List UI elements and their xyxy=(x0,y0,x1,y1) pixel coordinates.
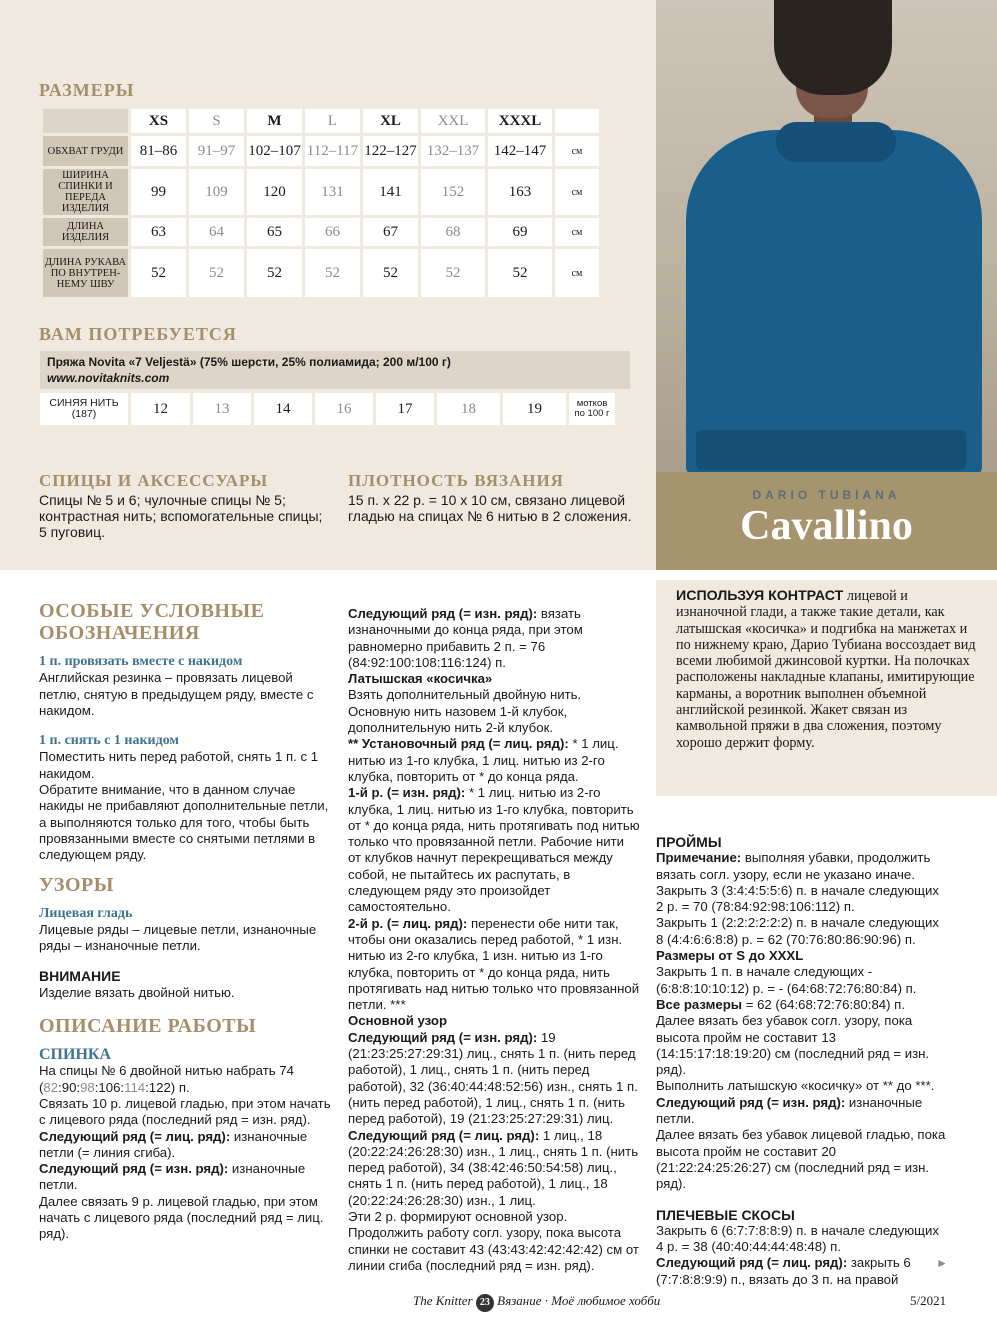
table-cell: 109 xyxy=(189,169,244,215)
row-label-bold: Следующий ряд (= изн. ряд): xyxy=(348,606,538,621)
column-3 xyxy=(656,834,946,1288)
table-cell: 52 xyxy=(189,249,244,297)
size-header: S xyxy=(189,109,244,133)
yarn-color-label: СИНЯЯ НИТЬ xyxy=(49,397,119,409)
unit-cell: см xyxy=(555,249,599,297)
paragraph: Закрыть 1 (2:2:2:2:2:2) п. в начале следующих 8 (4:4:6:6:8:8) р. = 62 (70:76:80:86:90:96) п. xyxy=(656,915,939,947)
intro-lead: ИСПОЛЬЗУЯ КОНТРАСТ xyxy=(676,588,844,604)
row-label: ОБХВАТ ГРУДИ xyxy=(43,136,128,166)
text-run: * 1 лиц. нитью из 1-го клубка, 1 лиц. нитью из 2-го клубка, повторить от * до конца ряда. xyxy=(348,736,619,784)
table-cell: 112–117 xyxy=(305,136,360,166)
work-heading: ОПИСАНИЕ РАБОТЫ xyxy=(39,1015,257,1038)
paragraph: Эти 2 р. формируют основной узор. xyxy=(348,1208,568,1224)
sizes-heading: РАЗМЕРЫ xyxy=(39,80,135,100)
row-label-bold: Все размеры xyxy=(656,996,743,1012)
row-label-bold: Примечание: xyxy=(656,850,742,866)
table-cell: 120 xyxy=(247,169,302,215)
row-label-bold: Следующий ряд (= лиц. ряд): xyxy=(39,1128,231,1144)
row-label-bold: Следующий ряд (= лиц. ряд): xyxy=(348,1127,540,1143)
continue-arrow-icon: ► xyxy=(936,1256,948,1270)
unit-cell xyxy=(569,393,615,425)
paragraph: Закрыть 6 (6:7:7:8:8:9) п. в начале следующих 4 р. = 38 (40:40:44:44:48:48) п. xyxy=(656,1222,939,1255)
magazine-tagline: Вязание · Моё любимое хобби xyxy=(497,1293,661,1308)
designer-name: DARIO TUBIANA xyxy=(752,488,901,502)
sizes-table xyxy=(40,106,602,300)
column-1 xyxy=(39,600,334,1243)
size-header: XXXL xyxy=(488,109,552,133)
needles-heading: СПИЦЫ И АКСЕССУАРЫ xyxy=(39,471,269,490)
paragraph xyxy=(348,1030,640,1128)
table-cell: 66 xyxy=(305,218,360,246)
table-cell: 52 xyxy=(363,249,418,297)
text-run: 98 xyxy=(80,1079,95,1095)
table-cell: 68 xyxy=(421,218,485,246)
text-run: вязать изнаночными до конца ряда, при этом равномерно прибавить 2 п. = 76 (84:92:100:108:116:124) п. xyxy=(348,606,583,670)
table-cell: 69 xyxy=(488,218,552,246)
paragraph: Далее вязать без убавок согл. узору, пока высота пройм не составит 13 (14:15:17:18:19:20) см (последний ряд = изн. ряд). xyxy=(656,1013,930,1078)
sweater-hem xyxy=(696,430,966,470)
table-cell: 18 xyxy=(437,393,500,425)
collar-shape xyxy=(776,122,896,162)
table-cell: 163 xyxy=(488,169,552,215)
size-header: XXL xyxy=(421,109,485,133)
text-run: 82 xyxy=(43,1079,59,1095)
size-header: XL xyxy=(363,109,418,133)
paragraph: Далее вязать без убавок лицевой гладью, пока высота пройм не составит 20 (21:22:24:25:26:27) см (последний ряд = изн. ряд). xyxy=(656,1127,946,1192)
table-cell: 52 xyxy=(247,249,302,297)
back-paragraph xyxy=(39,1161,334,1194)
table-cell: 52 xyxy=(305,249,360,297)
row-label-bold: Следующий ряд (= изн. ряд): xyxy=(656,1094,846,1110)
unit-line: по 100 г xyxy=(574,408,610,419)
term-text: Английская резинка – провязать лицевой петлю, снятую в предыдущем ряду, вместе с накидом. xyxy=(39,670,314,718)
row-label-bold: Следующий ряд (= изн. ряд): xyxy=(39,1161,229,1177)
intro-text xyxy=(676,588,976,751)
text-run: изнаночные петли. xyxy=(39,1161,306,1193)
page-footer xyxy=(0,1293,997,1313)
size-header: L xyxy=(305,109,360,133)
table-cell: 67 xyxy=(363,218,418,246)
paragraph: Взять дополнительный двойную нить. Основную нить назовем 1-й клубок, дополнительную нить 2-й клубок. xyxy=(348,687,582,736)
paragraph xyxy=(656,850,946,883)
table-cell: 12 xyxy=(131,393,190,425)
text-run: :122) п. xyxy=(145,1079,190,1095)
model-photo xyxy=(656,0,997,472)
back-heading: СПИНКА xyxy=(39,1046,112,1064)
paragraph xyxy=(656,997,946,1013)
text-run: 1 лиц., 18 (20:22:24:26:28:30) изн., 1 лиц., снять 1 п. (нить перед работой), 34 (38:42:46:50:54:58) лиц., снять 1 п. (нить перед работой), 1 лиц., 18 (20:22:24:26:28:30) изн., 1 лиц. xyxy=(348,1127,639,1208)
table-cell: 122–127 xyxy=(363,136,418,166)
back-paragraph: Далее связать 9 р. лицевой гладью, при этом начать с лицевого ряда (последний ряд = лиц. ряд). xyxy=(39,1193,324,1242)
yarn-website: www.novitaknits.com xyxy=(47,371,170,385)
size-header: XS xyxy=(131,109,186,133)
table-cell: 17 xyxy=(376,393,434,425)
text-run: выполняя убавки, продолжить вязать согл. узору, если не указано иначе. xyxy=(656,850,931,882)
magazine-name: The Knitter xyxy=(413,1293,473,1308)
yarn-color-cell xyxy=(40,393,128,425)
table-cell: 91–97 xyxy=(189,136,244,166)
sizes-corner xyxy=(43,109,128,133)
back-paragraph xyxy=(39,1129,334,1162)
issue-number: 5/2021 xyxy=(910,1293,947,1308)
row-label-bold: Следующий ряд (= изн. ряд): xyxy=(348,1029,538,1045)
size-header-blank xyxy=(555,109,599,133)
row-label-bold: 1-й р. (= изн. ряд): xyxy=(348,785,466,801)
stockinette-title: Лицевая гладь xyxy=(39,905,133,921)
table-cell: 65 xyxy=(247,218,302,246)
sweater-shape xyxy=(686,130,982,472)
unit-cell: см xyxy=(555,136,599,166)
table-cell: 64 xyxy=(189,218,244,246)
armholes-heading: ПРОЙМЫ xyxy=(656,834,722,850)
row-label-bold: Следующий ряд (= лиц. ряд): xyxy=(656,1255,848,1271)
main-pattern-heading: Основной узор xyxy=(348,1013,448,1029)
density-text: 15 п. х 22 р. = 10 х 10 см, связано лицевой гладью на спицах № 6 нитью в 2 сложения. xyxy=(348,492,632,524)
row-label: ДЛИНА ИЗДЕЛИЯ xyxy=(43,218,128,246)
needles-text: Спицы № 5 и 6; чулочные спицы № 5; контрастная нить; вспомогательные спицы; 5 пуговиц. xyxy=(39,492,323,540)
table-cell: 52 xyxy=(421,249,485,297)
density-heading: ПЛОТНОСТЬ ВЯЗАНИЯ xyxy=(348,471,564,490)
term-note: Обратите внимание, что в данном случае накиды не прибавляют дополнительные петли, а выполняются только для того, чтобы быть провязанными вместе со снятыми петлями в следующем ряду. xyxy=(39,782,329,863)
back-paragraph: Связать 10 р. лицевой гладью, при этом начать с лицевого ряда (последний ряд = изн. ряд). xyxy=(39,1095,331,1128)
hair-shape xyxy=(774,0,892,95)
text-run: :90: xyxy=(58,1079,81,1095)
intro-body: лицевой и изнаночной глади, а также такие детали, как латышская «косичка» и подгибка на манжетах и по нижнему краю, Дарио Тубиана воссоздает вид всеми любимой джинсовой куртки. На полочках расположены накладные клапаны, имитирующие карманы, а воротник выполнен объемной английской резинкой. Жакет связан из камвольной пряжи в два сложения, поэтому хорошо держит форму. xyxy=(676,588,976,751)
stockinette-text: Лицевые ряды – лицевые петли, изнаночные ряды – изнаночные петли. xyxy=(39,921,317,954)
pattern-title: Cavallino xyxy=(740,503,913,549)
table-cell: 52 xyxy=(488,249,552,297)
table-cell: 102–107 xyxy=(247,136,302,166)
text-run: изнаночные петли (= линия сгиба). xyxy=(39,1128,308,1160)
text-run: :106: xyxy=(94,1079,125,1095)
yarn-color-code: (187) xyxy=(71,408,97,420)
yarn-table xyxy=(37,390,618,428)
table-cell: 141 xyxy=(363,169,418,215)
table-cell: 142–147 xyxy=(488,136,552,166)
paragraph xyxy=(348,606,640,671)
column-2 xyxy=(348,606,640,1274)
page-number: 23 xyxy=(476,1294,494,1312)
row-label-bold: ** Установочный ряд (= лиц. ряд): xyxy=(348,736,569,752)
paragraph xyxy=(348,916,640,1014)
paragraph xyxy=(348,1128,640,1209)
term-text: Поместить нить перед работой, снять 1 п. с 1 накидом. xyxy=(39,749,319,781)
table-cell: 81–86 xyxy=(131,136,186,166)
back-paragraph xyxy=(39,1063,334,1096)
paragraph: Выполнить латышскую «косичку» от ** до ***. xyxy=(656,1078,935,1094)
patterns-heading: УЗОРЫ xyxy=(39,873,114,896)
text-run: перенести обе нити так, чтобы они оказались перед работой, * 1 изн. нитью из 2-го клубка, 1 изн. нитью из 1-го клубка, повторить от * до конца ряда, нить протягивать над нитью только что провязанной петли. *** xyxy=(348,915,640,1013)
table-cell: 52 xyxy=(131,249,186,297)
table-cell: 14 xyxy=(254,393,312,425)
table-cell: 152 xyxy=(421,169,485,215)
latvian-heading: Латышская «косичка» xyxy=(348,671,493,687)
unit-cell: см xyxy=(555,169,599,215)
paragraph: Закрыть 3 (3:4:4:5:5:6) п. в начале следующих 2 р. = 70 (78:84:92:98:106:112) п. xyxy=(656,882,939,915)
attention-heading: ВНИМАНИЕ xyxy=(39,968,121,985)
paragraph: Закрыть 1 п. в начале следующих - (6:8:8:10:10:12) р. = - (64:68:72:76:80:84) п. xyxy=(656,964,917,996)
paragraph xyxy=(348,736,640,785)
table-cell: 131 xyxy=(305,169,360,215)
term-title: 1 п. снять с 1 накидом xyxy=(39,733,179,749)
table-cell: 99 xyxy=(131,169,186,215)
text-run: закрыть 6 (7:7:8:8:9:9) п., вязать до 3 п. на правой xyxy=(656,1255,911,1287)
unit-line: мотков xyxy=(576,398,608,409)
paragraph: Продолжить работу согл. узору, пока высота спинки не составит 43 (43:43:42:42:42:42) см от линии сгиба (последний ряд = изн. ряд). xyxy=(348,1225,639,1273)
text-run: На спицы № 6 двойной нитью набрать 74 ( xyxy=(39,1063,294,1095)
term-title: 1 п. провязать вместе с накидом xyxy=(39,654,243,669)
text-run: = 62 (64:68:72:76:80:84) п. xyxy=(742,996,905,1012)
sizes-subheading: Размеры от S до XXXL xyxy=(656,948,804,964)
row-label: ШИРИНА СПИНКИ И ПЕРЕДА ИЗДЕЛИЯ xyxy=(43,169,128,215)
special-heading: ОСОБЫЕ УСЛОВНЫЕ ОБОЗНАЧЕНИЯ xyxy=(39,600,265,644)
text-run: * 1 лиц. нитью из 2-го клубка, 1 лиц. нитью из 1-го клубка, повторить от * до конца ряда, нить протягивать под нитью только что провязанной петли. Рабочие нити от клубков начнут перекрещиваться между собой, не пытайтесь их распутать, в следующем ряду это произойдет самостоятельно. xyxy=(348,785,640,915)
unit-cell: см xyxy=(555,218,599,246)
attention-text: Изделие вязать двойной нитью. xyxy=(39,984,235,1000)
shoulders-heading: ПЛЕЧЕВЫЕ СКОСЫ xyxy=(656,1206,795,1223)
table-cell: 16 xyxy=(315,393,373,425)
paragraph xyxy=(656,1095,946,1128)
size-header: M xyxy=(247,109,302,133)
materials-heading: ВАМ ПОТРЕБУЕТСЯ xyxy=(39,324,237,344)
paragraph xyxy=(656,1255,946,1288)
text-run: 19 (21:23:25:27:29:31) лиц., снять 1 п. (нить перед работой), 1 лиц., снять 1 п. (нить перед работой), 32 (36:40:44:48:52:56) изн., снять 1 п. (нить перед работой), 1 лиц., снять 1 п. (нить перед работой), 19 (21:23:25:27:29:31) лиц. xyxy=(348,1029,638,1127)
text-run: 114 xyxy=(124,1079,146,1095)
table-cell: 132–137 xyxy=(421,136,485,166)
yarn-description: Пряжа Novita «7 Veljestä» (75% шерсти, 25% полиамида; 200 м/100 г) xyxy=(47,355,451,369)
table-cell: 13 xyxy=(193,393,251,425)
row-label-bold: 2-й р. (= лиц. ряд): xyxy=(348,915,468,931)
paragraph xyxy=(348,785,640,915)
table-cell: 63 xyxy=(131,218,186,246)
footer-brand xyxy=(413,1293,660,1312)
table-cell: 19 xyxy=(503,393,566,425)
text-run: изнаночные петли. xyxy=(656,1094,923,1127)
row-label: ДЛИНА РУКАВА ПО ВНУТРЕН- НЕМУ ШВУ xyxy=(43,249,128,297)
